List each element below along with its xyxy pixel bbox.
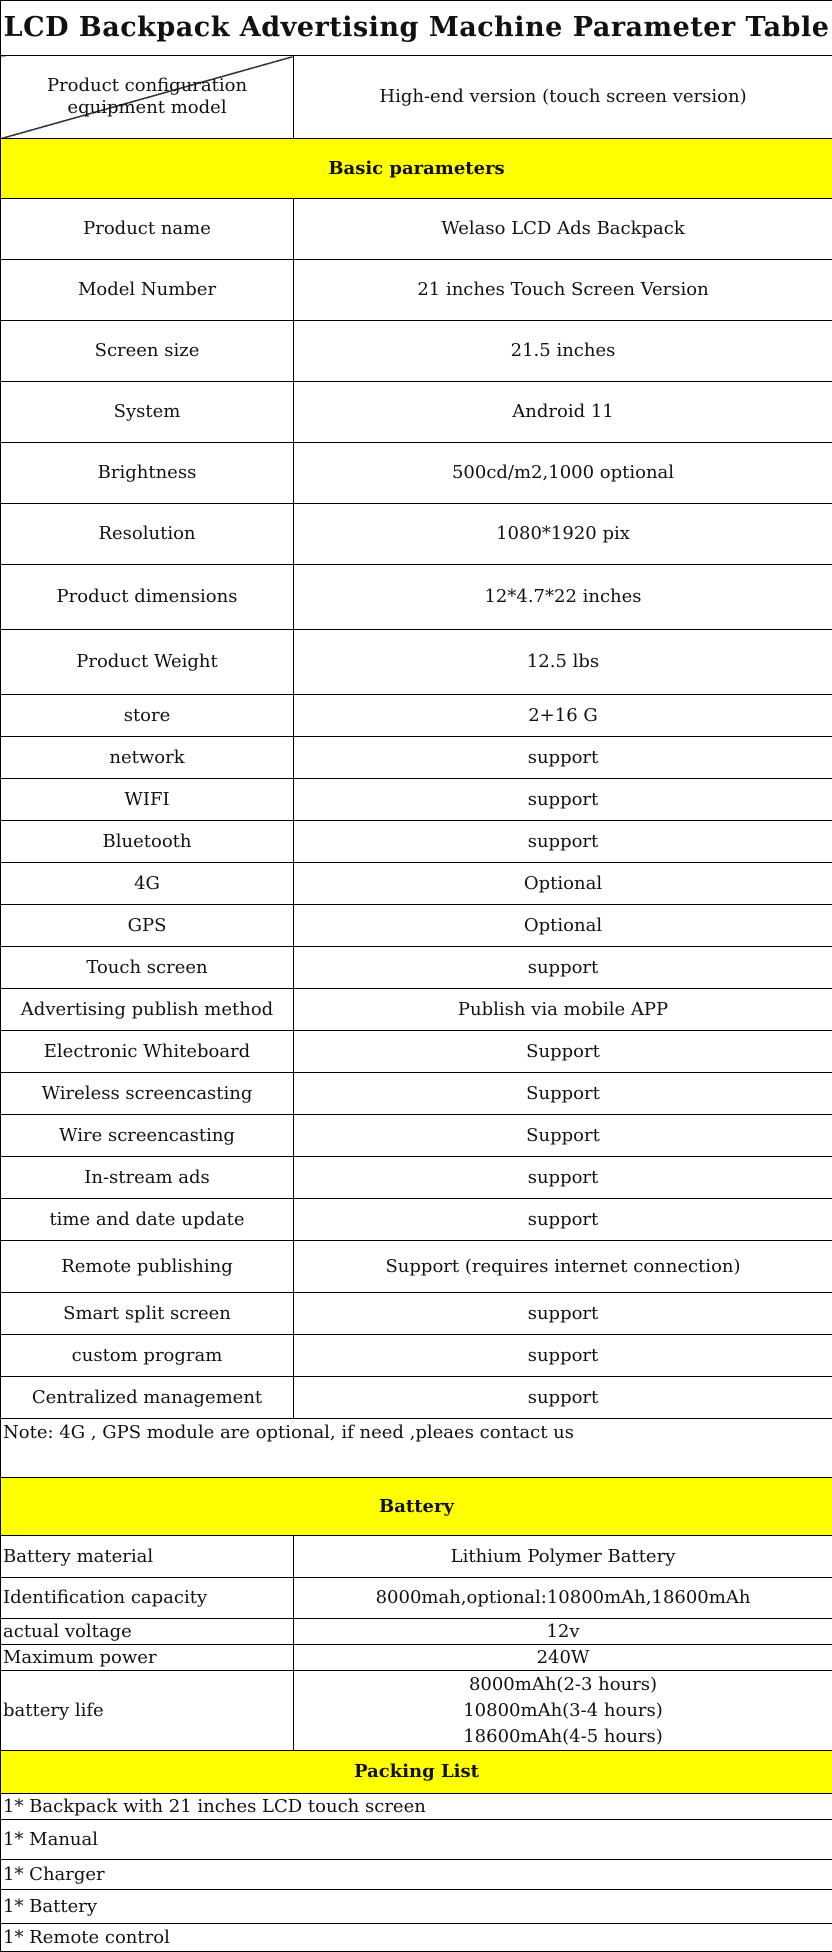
table-row	[1, 1645, 832, 1671]
table-row	[1, 779, 832, 821]
table-row	[1, 199, 832, 260]
table-row	[1, 947, 832, 989]
table-row	[1, 565, 832, 630]
row-value: support	[294, 1199, 832, 1241]
battery-life-line: 18600mAh(4-5 hours)	[296, 1724, 830, 1750]
row-label: Model Number	[1, 260, 294, 321]
row-value: support	[294, 737, 832, 779]
table-row	[1, 1335, 832, 1377]
row-value: 21 inches Touch Screen Version	[294, 260, 832, 321]
row-label: battery life	[1, 1671, 294, 1751]
row-value: support	[294, 947, 832, 989]
section-header-packing	[1, 1751, 832, 1794]
row-value: 2+16 G	[294, 695, 832, 737]
row-label: Advertising publish method	[1, 989, 294, 1031]
table-row	[1, 1199, 832, 1241]
section-title-battery: Battery	[1, 1478, 832, 1536]
row-label: Resolution	[1, 504, 294, 565]
row-value-battery-life	[294, 1671, 832, 1751]
list-item	[1, 1860, 832, 1890]
table-row	[1, 1293, 832, 1335]
row-label: network	[1, 737, 294, 779]
row-label: Remote publishing	[1, 1241, 294, 1293]
row-value: support	[294, 1335, 832, 1377]
row-label: 4G	[1, 863, 294, 905]
table-row	[1, 1536, 832, 1578]
battery-life-line: 10800mAh(3-4 hours)	[296, 1698, 830, 1724]
list-item	[1, 1924, 832, 1952]
row-label: Identification capacity	[1, 1578, 294, 1619]
packing-item: 1* Manual	[1, 1820, 832, 1860]
header-right-cell: High-end version (touch screen version)	[294, 56, 832, 139]
table-row	[1, 737, 832, 779]
model-header-row	[1, 56, 832, 139]
table-row	[1, 695, 832, 737]
row-value: 240W	[294, 1645, 832, 1671]
table-row	[1, 863, 832, 905]
row-value: support	[294, 779, 832, 821]
row-value: Support	[294, 1073, 832, 1115]
row-label: time and date update	[1, 1199, 294, 1241]
table-row	[1, 1578, 832, 1619]
section-title-basic: Basic parameters	[1, 139, 832, 199]
table-row	[1, 1671, 832, 1751]
row-label: Centralized management	[1, 1377, 294, 1419]
table-row	[1, 1377, 832, 1419]
table-row	[1, 1115, 832, 1157]
row-value: Optional	[294, 863, 832, 905]
row-label: Wireless screencasting	[1, 1073, 294, 1115]
row-label: Maximum power	[1, 1645, 294, 1671]
row-label: Battery material	[1, 1536, 294, 1578]
row-value: 8000mah,optional:10800mAh,18600mAh	[294, 1578, 832, 1619]
packing-item: 1* Remote control	[1, 1924, 832, 1952]
row-label: Wire screencasting	[1, 1115, 294, 1157]
table-row	[1, 821, 832, 863]
packing-item: 1* Backpack with 21 inches LCD touch screen	[1, 1794, 832, 1820]
row-value: Support	[294, 1031, 832, 1073]
row-value: Android 11	[294, 382, 832, 443]
row-label: actual voltage	[1, 1619, 294, 1645]
table-row	[1, 1619, 832, 1645]
row-label: store	[1, 695, 294, 737]
section-title-packing: Packing List	[1, 1751, 832, 1794]
row-value: support	[294, 1377, 832, 1419]
row-value: 21.5 inches	[294, 321, 832, 382]
title-row	[1, 1, 832, 56]
list-item	[1, 1820, 832, 1860]
section-header-basic	[1, 139, 832, 199]
row-label: Bluetooth	[1, 821, 294, 863]
row-label: Brightness	[1, 443, 294, 504]
row-label: Touch screen	[1, 947, 294, 989]
row-label: Electronic Whiteboard	[1, 1031, 294, 1073]
note-text: Note: 4G , GPS module are optional, if need ,pleaes contact us	[1, 1419, 832, 1478]
table-row	[1, 1241, 832, 1293]
row-label: Screen size	[1, 321, 294, 382]
battery-life-line: 8000mAh(2-3 hours)	[296, 1672, 830, 1698]
table-row	[1, 905, 832, 947]
row-value: Publish via mobile APP	[294, 989, 832, 1031]
row-value: 12v	[294, 1619, 832, 1645]
note-row	[1, 1419, 832, 1478]
table-row	[1, 321, 832, 382]
table-title: LCD Backpack Advertising Machine Parameter Table	[1, 1, 832, 56]
row-value: Optional	[294, 905, 832, 947]
table-row	[1, 260, 832, 321]
row-value: Support	[294, 1115, 832, 1157]
row-label: In-stream ads	[1, 1157, 294, 1199]
packing-item: 1* Battery	[1, 1890, 832, 1924]
table-row	[1, 1073, 832, 1115]
table-row	[1, 382, 832, 443]
row-value: 12*4.7*22 inches	[294, 565, 832, 630]
table-row	[1, 504, 832, 565]
header-left-cell	[1, 56, 294, 139]
row-value: Lithium Polymer Battery	[294, 1536, 832, 1578]
row-value: 1080*1920 pix	[294, 504, 832, 565]
row-label: WIFI	[1, 779, 294, 821]
row-label: GPS	[1, 905, 294, 947]
row-value: 500cd/m2,1000 optional	[294, 443, 832, 504]
row-label: Product dimensions	[1, 565, 294, 630]
header-left-label: Product configuration equipment model	[47, 75, 247, 118]
table-row	[1, 630, 832, 695]
section-header-battery	[1, 1478, 832, 1536]
row-label: Product name	[1, 199, 294, 260]
row-value: Support (requires internet connection)	[294, 1241, 832, 1293]
row-label: Smart split screen	[1, 1293, 294, 1335]
row-value: support	[294, 1157, 832, 1199]
table-row	[1, 443, 832, 504]
packing-item: 1* Charger	[1, 1860, 832, 1890]
row-value: Welaso LCD Ads Backpack	[294, 199, 832, 260]
row-label: Product Weight	[1, 630, 294, 695]
table-row	[1, 1031, 832, 1073]
list-item	[1, 1890, 832, 1924]
list-item	[1, 1794, 832, 1820]
row-value: support	[294, 1293, 832, 1335]
row-label: custom program	[1, 1335, 294, 1377]
row-value: support	[294, 821, 832, 863]
row-value: 12.5 lbs	[294, 630, 832, 695]
table-row	[1, 989, 832, 1031]
row-label: System	[1, 382, 294, 443]
table-row	[1, 1157, 832, 1199]
